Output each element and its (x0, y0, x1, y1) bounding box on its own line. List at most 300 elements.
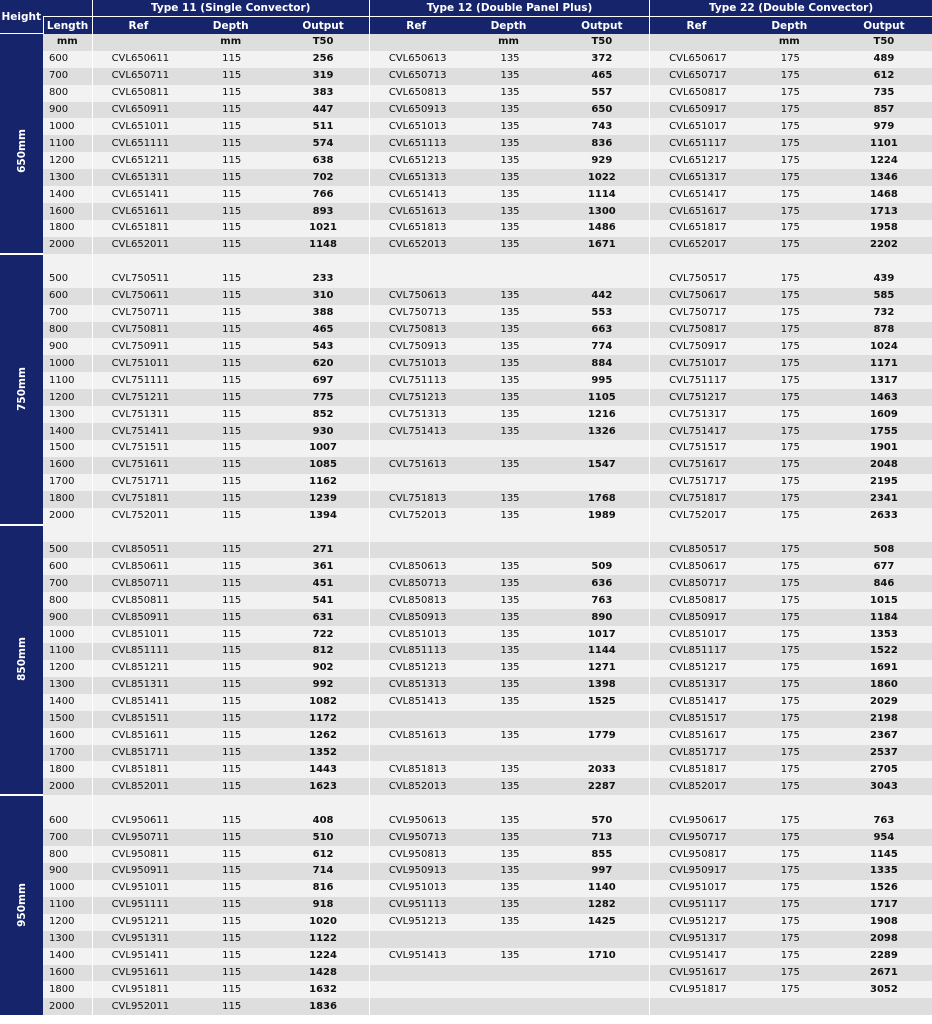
type11-output-cell: 816 (277, 880, 369, 897)
type11-depth-cell: 115 (184, 169, 277, 186)
type11-output-cell: 697 (277, 372, 369, 389)
type12-output-cell: 465 (555, 68, 650, 85)
type11-ref-cell: CVL851011 (92, 626, 184, 643)
type11-depth-cell: 115 (184, 423, 277, 440)
type12-ref-cell: CVL950713 (369, 829, 462, 846)
type22-depth-cell: 175 (743, 914, 836, 931)
length-cell: 1700 (43, 474, 92, 491)
length-cell: 900 (43, 863, 92, 880)
table-row (0, 694, 932, 711)
spacer-cell (369, 254, 462, 271)
length-cell: 700 (43, 305, 92, 322)
type12-depth-cell: 135 (462, 135, 554, 152)
type12-depth-cell: 135 (462, 423, 554, 440)
type12-output-cell: 1282 (555, 897, 650, 914)
type12-output-cell: 997 (555, 863, 650, 880)
type12-ref-cell: CVL650613 (369, 51, 462, 68)
type12-ref-cell: CVL752013 (369, 508, 462, 525)
type22-depth-cell: 175 (743, 778, 836, 795)
type12-output-cell: 1768 (555, 491, 650, 508)
table-row (0, 558, 932, 575)
type12-depth-cell: 135 (462, 761, 554, 778)
type12-depth-cell: 135 (462, 491, 554, 508)
type22-output-cell: 3043 (836, 778, 932, 795)
length-cell: 500 (43, 271, 92, 288)
spacer-cell (184, 525, 277, 542)
type22-ref-cell: CVL851517 (650, 711, 743, 728)
length-cell: 1100 (43, 135, 92, 152)
type11-ref-cell: CVL951011 (92, 880, 184, 897)
type12-output-cell (555, 440, 650, 457)
type11-ref-cell: CVL850611 (92, 558, 184, 575)
type22-ref-cell: CVL651417 (650, 186, 743, 203)
type12-ref-cell (369, 440, 462, 457)
depth-unit: mm (462, 34, 554, 51)
type11-ref-cell: CVL651311 (92, 169, 184, 186)
type22-output-cell: 979 (836, 118, 932, 135)
type22-output-cell: 1101 (836, 135, 932, 152)
type12-output-cell: 1710 (555, 948, 650, 965)
type12-depth-cell: 135 (462, 660, 554, 677)
type22-ref-cell: CVL751317 (650, 406, 743, 423)
table-row (0, 423, 932, 440)
type22-output-cell: 3052 (836, 981, 932, 998)
type11-ref-cell: CVL950811 (92, 846, 184, 863)
type22-depth-cell: 175 (743, 68, 836, 85)
type11-depth-cell: 115 (184, 135, 277, 152)
ref-header: Ref (650, 17, 743, 34)
type11-output-cell: 388 (277, 305, 369, 322)
type22-output-cell: 1317 (836, 372, 932, 389)
table-row (0, 981, 932, 998)
type12-depth-cell: 135 (462, 102, 554, 119)
type22-ref-cell: CVL651217 (650, 152, 743, 169)
type11-depth-cell: 115 (184, 186, 277, 203)
type22-depth-cell: 175 (743, 85, 836, 102)
type22-output-cell: 1860 (836, 677, 932, 694)
type11-output-cell: 722 (277, 626, 369, 643)
spacer-cell (555, 525, 650, 542)
table-row (0, 542, 932, 559)
type22-depth-cell: 175 (743, 660, 836, 677)
type12-output-cell: 1547 (555, 457, 650, 474)
type22-output-cell: 846 (836, 575, 932, 592)
type12-depth-cell: 135 (462, 118, 554, 135)
type12-output-cell (555, 965, 650, 982)
type22-ref-cell: CVL850617 (650, 558, 743, 575)
spacer-cell (743, 525, 836, 542)
type11-ref-cell: CVL651811 (92, 220, 184, 237)
type12-depth-cell: 135 (462, 626, 554, 643)
type11-ref-cell: CVL751511 (92, 440, 184, 457)
type22-depth-cell: 175 (743, 575, 836, 592)
type11-depth-cell: 115 (184, 575, 277, 592)
type22-ref-cell: CVL751017 (650, 355, 743, 372)
type22-ref-cell: CVL850917 (650, 609, 743, 626)
type22-output-cell: 1526 (836, 880, 932, 897)
type22-output-cell: 1224 (836, 152, 932, 169)
type22-output-cell: 2198 (836, 711, 932, 728)
type22-ref-cell: CVL651617 (650, 203, 743, 220)
type11-output-cell: 1224 (277, 948, 369, 965)
type11-output-cell: 638 (277, 152, 369, 169)
length-cell: 2000 (43, 998, 92, 1015)
type11-depth-cell: 115 (184, 745, 277, 762)
type12-output-cell: 2287 (555, 778, 650, 795)
type11-depth-cell: 115 (184, 948, 277, 965)
length-cell: 1400 (43, 694, 92, 711)
type12-depth-cell: 135 (462, 169, 554, 186)
type11-ref-cell: CVL750811 (92, 322, 184, 339)
table-row (0, 237, 932, 254)
type22-depth-cell: 175 (743, 474, 836, 491)
length-cell: 800 (43, 322, 92, 339)
type22-ref-cell: CVL950917 (650, 863, 743, 880)
type11-ref-cell: CVL951411 (92, 948, 184, 965)
type12-ref-cell: CVL950613 (369, 812, 462, 829)
length-cell: 700 (43, 829, 92, 846)
type22-ref-cell: CVL751517 (650, 440, 743, 457)
height-group-label (0, 51, 43, 254)
height-group-label (0, 795, 43, 1015)
type12-ref-cell: CVL651113 (369, 135, 462, 152)
type22-ref-cell: CVL751117 (650, 372, 743, 389)
type22-ref-cell: CVL651317 (650, 169, 743, 186)
type11-depth-cell: 115 (184, 863, 277, 880)
table-row (0, 220, 932, 237)
type12-depth-cell: 135 (462, 237, 554, 254)
type22-ref-cell: CVL751617 (650, 457, 743, 474)
type12-depth-cell: 135 (462, 152, 554, 169)
type22-output-cell: 1184 (836, 609, 932, 626)
type12-ref-cell: CVL651613 (369, 203, 462, 220)
type11-depth-cell: 115 (184, 338, 277, 355)
type12-ref-cell: CVL651813 (369, 220, 462, 237)
spacer-cell (650, 254, 743, 271)
length-cell: 1200 (43, 660, 92, 677)
type11-depth-cell: 115 (184, 829, 277, 846)
type11-depth-cell: 115 (184, 305, 277, 322)
type12-depth-cell: 135 (462, 694, 554, 711)
type11-depth-cell: 115 (184, 440, 277, 457)
type11-ref-cell: CVL652011 (92, 237, 184, 254)
type12-output-cell: 836 (555, 135, 650, 152)
type11-ref-cell: CVL751611 (92, 457, 184, 474)
type12-ref-cell: CVL651313 (369, 169, 462, 186)
type12-ref-cell: CVL651013 (369, 118, 462, 135)
type11-depth-cell: 115 (184, 152, 277, 169)
type11-ref-cell: CVL751411 (92, 423, 184, 440)
type22-depth-cell: 175 (743, 152, 836, 169)
type22-ref-cell: CVL951617 (650, 965, 743, 982)
type12-output-cell: 1140 (555, 880, 650, 897)
type12-ref-cell (369, 745, 462, 762)
table-row (0, 338, 932, 355)
type11-output-cell: 1836 (277, 998, 369, 1015)
table-row (0, 322, 932, 339)
type22-output-cell: 1463 (836, 389, 932, 406)
type12-depth-cell: 135 (462, 863, 554, 880)
type11-depth-cell: 115 (184, 592, 277, 609)
type12-depth-cell: 135 (462, 643, 554, 660)
type22-ref-cell: CVL851617 (650, 728, 743, 745)
type22-output-cell: 954 (836, 829, 932, 846)
type11-depth-cell: 115 (184, 846, 277, 863)
type22-output-cell: 2537 (836, 745, 932, 762)
type22-ref-cell: CVL651017 (650, 118, 743, 135)
type12-depth-cell: 135 (462, 51, 554, 68)
type12-output-cell: 372 (555, 51, 650, 68)
table-row (0, 965, 932, 982)
type22-ref-cell: CVL850517 (650, 542, 743, 559)
type22-ref-cell (650, 998, 743, 1015)
type12-ref-cell: CVL751413 (369, 423, 462, 440)
type11-ref-cell: CVL751111 (92, 372, 184, 389)
type11-output-cell: 1394 (277, 508, 369, 525)
type11-output-cell: 541 (277, 592, 369, 609)
table-row (0, 85, 932, 102)
type12-output-cell (555, 711, 650, 728)
type11-output-cell: 383 (277, 85, 369, 102)
length-cell: 1800 (43, 761, 92, 778)
type12-ref-cell: CVL851313 (369, 677, 462, 694)
depth-unit: mm (184, 34, 277, 51)
units-row (0, 34, 932, 51)
type11-ref-cell: CVL751811 (92, 491, 184, 508)
table-row (0, 440, 932, 457)
type11-depth-cell: 115 (184, 508, 277, 525)
type12-output-cell: 1017 (555, 626, 650, 643)
length-cell: 1300 (43, 406, 92, 423)
type11-output-cell: 992 (277, 677, 369, 694)
type12-depth-cell: 135 (462, 85, 554, 102)
type11-ref-cell: CVL951311 (92, 931, 184, 948)
type22-output-cell: 1145 (836, 846, 932, 863)
type12-output-cell: 1326 (555, 423, 650, 440)
table-row (0, 169, 932, 186)
type12-output-cell (555, 474, 650, 491)
type22-ref-cell: CVL850717 (650, 575, 743, 592)
type11-depth-cell: 115 (184, 102, 277, 119)
table-row (0, 660, 932, 677)
type12-depth-cell (462, 271, 554, 288)
type11-output-cell: 310 (277, 288, 369, 305)
type12-output-cell: 1525 (555, 694, 650, 711)
type11-output-cell: 465 (277, 322, 369, 339)
type12-output-cell: 1300 (555, 203, 650, 220)
height-value: 750mm (15, 366, 28, 411)
type22-output-cell: 1901 (836, 440, 932, 457)
type22-ref-cell: CVL752017 (650, 508, 743, 525)
type11-ref-cell: CVL951611 (92, 965, 184, 982)
type12-depth-cell: 135 (462, 558, 554, 575)
type11-depth-cell: 115 (184, 491, 277, 508)
table-row (0, 592, 932, 609)
table-row (0, 829, 932, 846)
type11-depth-cell: 115 (184, 778, 277, 795)
type11-output-cell: 1172 (277, 711, 369, 728)
type11-depth-cell: 115 (184, 237, 277, 254)
type12-depth-cell: 135 (462, 220, 554, 237)
table-row (0, 778, 932, 795)
length-cell: 1000 (43, 118, 92, 135)
type22-output-cell: 1958 (836, 220, 932, 237)
length-cell: 700 (43, 575, 92, 592)
type22-ref-cell: CVL851217 (650, 660, 743, 677)
length-cell: 1500 (43, 711, 92, 728)
length-cell: 900 (43, 338, 92, 355)
type22-output-cell: 612 (836, 68, 932, 85)
type11-output-cell: 233 (277, 271, 369, 288)
type22-depth-cell: 175 (743, 355, 836, 372)
type12-depth-cell: 135 (462, 305, 554, 322)
type11-ref-cell: CVL651411 (92, 186, 184, 203)
type12-ref-cell: CVL951213 (369, 914, 462, 931)
type11-ref-cell: CVL851811 (92, 761, 184, 778)
type12-depth-cell (462, 931, 554, 948)
type12-depth-cell: 135 (462, 355, 554, 372)
length-cell: 1200 (43, 389, 92, 406)
type11-output-cell: 775 (277, 389, 369, 406)
type22-ref-cell: CVL950617 (650, 812, 743, 829)
type12-output-cell: 442 (555, 288, 650, 305)
type11-depth-cell: 115 (184, 711, 277, 728)
type11-depth-cell: 115 (184, 474, 277, 491)
type12-depth-cell: 135 (462, 406, 554, 423)
type22-depth-cell: 175 (743, 271, 836, 288)
type22-depth-cell: 175 (743, 118, 836, 135)
type22-output-cell: 508 (836, 542, 932, 559)
type22-ref-cell: CVL951317 (650, 931, 743, 948)
type22-depth-cell: 175 (743, 542, 836, 559)
type11-output-cell: 612 (277, 846, 369, 863)
length-cell: 1600 (43, 457, 92, 474)
type22-ref-cell: CVL951017 (650, 880, 743, 897)
length-cell: 1600 (43, 965, 92, 982)
type12-ref-cell: CVL650813 (369, 85, 462, 102)
length-cell: 1000 (43, 880, 92, 897)
type22-depth-cell: 175 (743, 457, 836, 474)
type11-ref-cell: CVL650811 (92, 85, 184, 102)
table-row (0, 457, 932, 474)
depth-unit: mm (743, 34, 836, 51)
type22-output-cell: 1171 (836, 355, 932, 372)
type22-ref-cell: CVL650717 (650, 68, 743, 85)
type11-depth-cell: 115 (184, 660, 277, 677)
ref-unit-blank (92, 34, 184, 51)
type12-ref-cell: CVL851813 (369, 761, 462, 778)
type22-ref-cell: CVL651117 (650, 135, 743, 152)
type12-output-cell: 1105 (555, 389, 650, 406)
type12-output-cell: 636 (555, 575, 650, 592)
type11-output-cell: 1443 (277, 761, 369, 778)
type11-output-cell: 714 (277, 863, 369, 880)
table-row (0, 643, 932, 660)
table-row (0, 102, 932, 119)
type22-ref-cell: CVL951817 (650, 981, 743, 998)
type22-depth-cell: 175 (743, 931, 836, 948)
table-row (0, 491, 932, 508)
depth-header: Depth (184, 17, 277, 34)
type22-depth-cell: 175 (743, 102, 836, 119)
type11-ref-cell: CVL851711 (92, 745, 184, 762)
type22-depth-cell: 175 (743, 372, 836, 389)
type22-depth-cell: 175 (743, 677, 836, 694)
output-unit: T50 (836, 34, 932, 51)
type22-output-cell: 1468 (836, 186, 932, 203)
type12-ref-cell: CVL651213 (369, 152, 462, 169)
height-group-label (0, 254, 43, 525)
type12-depth-cell (462, 711, 554, 728)
type12-output-cell: 1144 (555, 643, 650, 660)
length-cell: 800 (43, 846, 92, 863)
type22-output-cell: 677 (836, 558, 932, 575)
type22-output-cell: 857 (836, 102, 932, 119)
type12-ref-cell: CVL851413 (369, 694, 462, 711)
type11-depth-cell: 115 (184, 694, 277, 711)
type11-output-cell: 319 (277, 68, 369, 85)
type11-depth-cell: 115 (184, 761, 277, 778)
type12-output-cell: 890 (555, 609, 650, 626)
type11-output-cell: 1085 (277, 457, 369, 474)
length-cell: 1300 (43, 931, 92, 948)
type22-ref-cell: CVL750617 (650, 288, 743, 305)
type11-output-cell: 510 (277, 829, 369, 846)
type11-output-cell: 766 (277, 186, 369, 203)
type22-ref-cell: CVL750517 (650, 271, 743, 288)
type12-depth-cell: 135 (462, 914, 554, 931)
type12-output-cell: 774 (555, 338, 650, 355)
type12-ref-cell: CVL851613 (369, 728, 462, 745)
type22-depth-cell: 175 (743, 220, 836, 237)
type11-ref-cell: CVL750711 (92, 305, 184, 322)
spacer-cell (369, 525, 462, 542)
type12-output-cell: 855 (555, 846, 650, 863)
type11-depth-cell: 115 (184, 389, 277, 406)
spacer-cell (369, 795, 462, 812)
type22-ref-cell: CVL751417 (650, 423, 743, 440)
type11-ref-cell: CVL650711 (92, 68, 184, 85)
type11-output-cell: 1148 (277, 237, 369, 254)
output-header: Output (836, 17, 932, 34)
output-header: Output (555, 17, 650, 34)
table-row (0, 355, 932, 372)
type12-output-cell (555, 931, 650, 948)
length-cell: 1400 (43, 948, 92, 965)
type22-output-cell: 1024 (836, 338, 932, 355)
type12-ref-cell: CVL751013 (369, 355, 462, 372)
type11-output-cell: 271 (277, 542, 369, 559)
spacer-cell (184, 254, 277, 271)
type12-output-cell: 743 (555, 118, 650, 135)
type12-depth-cell: 135 (462, 829, 554, 846)
type12-ref-cell: CVL750913 (369, 338, 462, 355)
type22-ref-cell: CVL751217 (650, 389, 743, 406)
type12-depth-cell: 135 (462, 846, 554, 863)
type11-output-cell: 256 (277, 51, 369, 68)
type22-output-cell: 1691 (836, 660, 932, 677)
type22-depth-cell: 175 (743, 761, 836, 778)
type11-depth-cell: 115 (184, 406, 277, 423)
type22-output-cell: 2341 (836, 491, 932, 508)
length-cell: 1300 (43, 677, 92, 694)
type22-output-cell: 1755 (836, 423, 932, 440)
type11-ref-cell: CVL850511 (92, 542, 184, 559)
spacer-cell (92, 525, 184, 542)
type12-depth-cell: 135 (462, 288, 554, 305)
type11-ref-cell: CVL851211 (92, 660, 184, 677)
output-unit: T50 (555, 34, 650, 51)
